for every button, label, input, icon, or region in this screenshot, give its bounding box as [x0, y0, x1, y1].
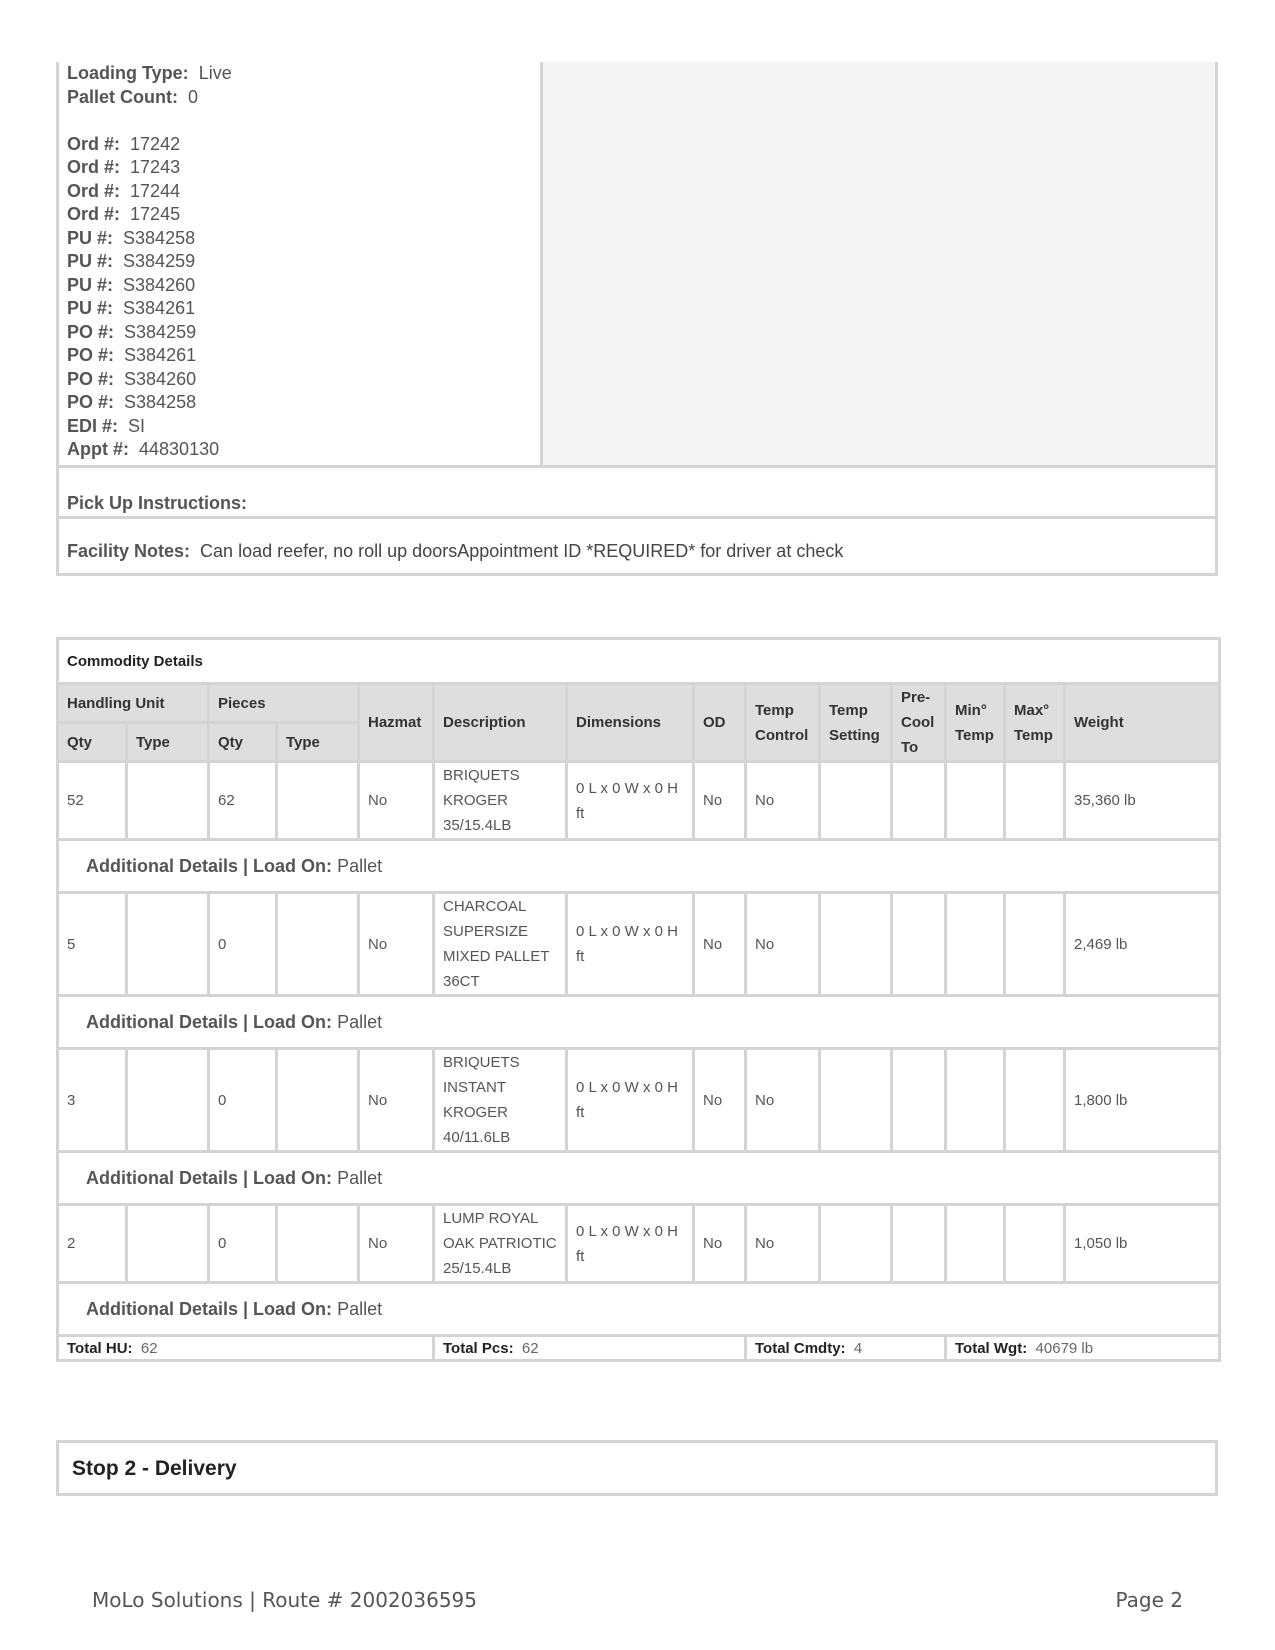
- reference-list: [67, 133, 540, 462]
- total-wgt: Total Wgt: 40679 lb: [946, 1336, 1220, 1361]
- additional-details: [58, 1152, 1220, 1205]
- reference-label: PU #:: [67, 274, 114, 295]
- cell-temp-setting: [820, 893, 892, 996]
- reference-value: S384260: [124, 368, 197, 389]
- reference-value: S384258: [123, 227, 196, 248]
- reference-value: 17243: [130, 157, 181, 177]
- cell-pcs-qty: 0: [209, 1205, 277, 1283]
- commodity-table: [56, 637, 1221, 1362]
- reference-line: [67, 368, 540, 392]
- additional-details: [58, 996, 1220, 1049]
- cell-hazmat: No: [359, 762, 434, 840]
- load-on-value: Pallet: [337, 1167, 383, 1188]
- cell-dimensions: 0 L x 0 W x 0 H ft: [567, 762, 694, 840]
- cell-hu-type: [127, 1205, 209, 1283]
- cell-hu-qty: 3: [58, 1049, 127, 1152]
- commodity-row: [58, 762, 1220, 840]
- cell-min-temp: [946, 762, 1005, 840]
- header-hu-type: Type: [127, 723, 209, 762]
- cell-description: BRIQUETS INSTANT KROGER 40/11.6LB: [434, 1049, 567, 1152]
- cell-precool: [892, 762, 946, 840]
- cell-weight: 1,800 lb: [1065, 1049, 1220, 1152]
- reference-value: SI: [128, 415, 146, 436]
- reference-line: [67, 180, 540, 204]
- cell-description: CHARCOAL SUPERSIZE MIXED PALLET 36CT: [434, 893, 567, 996]
- total-hu: Total HU: 62: [58, 1336, 434, 1361]
- reference-value: S384259: [124, 321, 197, 342]
- additional-details-row: [58, 840, 1220, 893]
- load-on-value: Pallet: [337, 1011, 383, 1032]
- cell-dimensions: 0 L x 0 W x 0 H ft: [567, 1205, 694, 1283]
- pickup-instructions: [59, 465, 1215, 519]
- reference-line: [67, 156, 540, 180]
- reference-line: [67, 438, 540, 462]
- header-pcs-type: Type: [277, 723, 359, 762]
- reference-value: S384260: [123, 274, 196, 295]
- reference-label: Ord #:: [67, 204, 121, 224]
- cell-hu-type: [127, 1049, 209, 1152]
- cell-hazmat: No: [359, 1205, 434, 1283]
- pickup-instructions-label: Pick Up Instructions:: [67, 493, 248, 513]
- cell-temp-setting: [820, 1049, 892, 1152]
- cell-hu-type: [127, 893, 209, 996]
- pallet-count-label: Pallet Count:: [67, 86, 178, 107]
- cell-precool: [892, 893, 946, 996]
- cell-hazmat: No: [359, 893, 434, 996]
- header-temp-setting: Temp Setting: [820, 684, 892, 762]
- loading-type-value: Live: [198, 63, 232, 83]
- header-description: Description: [434, 684, 567, 762]
- facility-notes-value: Can load reefer, no roll up doorsAppointment ID *REQUIRED* for driver at check: [200, 541, 844, 561]
- cell-od: No: [694, 1205, 746, 1283]
- reference-label: PU #:: [67, 227, 114, 248]
- cell-weight: 2,469 lb: [1065, 893, 1220, 996]
- stop-details-box: [56, 62, 1218, 576]
- loading-type-line: [67, 62, 540, 86]
- header-max-temp: Max° Temp: [1005, 684, 1065, 762]
- commodity-row: [58, 1049, 1220, 1152]
- total-cmdty: Total Cmdty: 4: [746, 1336, 946, 1361]
- reference-label: PU #:: [67, 251, 114, 271]
- cell-max-temp: [1005, 1049, 1065, 1152]
- header-hu-qty: Qty: [58, 723, 127, 762]
- reference-line: [67, 297, 540, 321]
- additional-details: [58, 840, 1220, 893]
- cell-weight: 1,050 lb: [1065, 1205, 1220, 1283]
- commodity-row: [58, 1205, 1220, 1283]
- header-hazmat: Hazmat: [359, 684, 434, 762]
- header-temp-control: Temp Control: [746, 684, 820, 762]
- additional-details-row: [58, 996, 1220, 1049]
- reference-line: [67, 391, 540, 415]
- cell-precool: [892, 1049, 946, 1152]
- cell-dimensions: 0 L x 0 W x 0 H ft: [567, 893, 694, 996]
- cell-pcs-qty: 0: [209, 893, 277, 996]
- reference-line: [67, 203, 540, 227]
- loading-type-label: Loading Type:: [67, 63, 189, 83]
- reference-label: EDI #:: [67, 415, 119, 436]
- reference-line: [67, 274, 540, 298]
- header-precool: Pre-Cool To: [892, 684, 946, 762]
- pallet-count-value: 0: [188, 86, 199, 107]
- spacer: [67, 109, 540, 133]
- additional-details-row: [58, 1152, 1220, 1205]
- pallet-count-line: [67, 86, 540, 110]
- reference-line: [67, 250, 540, 274]
- reference-label: Appt #:: [67, 439, 129, 459]
- cell-hu-qty: 5: [58, 893, 127, 996]
- cell-weight: 35,360 lb: [1065, 762, 1220, 840]
- reference-label: PO #:: [67, 368, 115, 389]
- reference-line: [67, 227, 540, 251]
- commodity-body: [58, 762, 1220, 1336]
- reference-label: Ord #:: [67, 133, 121, 154]
- additional-details-row: [58, 1283, 1220, 1336]
- cell-max-temp: [1005, 762, 1065, 840]
- cell-min-temp: [946, 1205, 1005, 1283]
- cell-hu-qty: 2: [58, 1205, 127, 1283]
- reference-value: S384259: [123, 251, 196, 271]
- reference-label: PU #:: [67, 298, 114, 318]
- reference-label: PO #:: [67, 392, 115, 412]
- reference-value: 17245: [130, 204, 181, 224]
- references-column: [59, 62, 543, 465]
- stop-2-header: Stop 2 - Delivery: [56, 1440, 1218, 1496]
- reference-line: [67, 415, 540, 439]
- reference-value: S384261: [124, 345, 197, 365]
- reference-value: S384258: [124, 392, 197, 412]
- cell-temp-control: No: [746, 893, 820, 996]
- load-on-value: Pallet: [337, 855, 383, 876]
- blank-panel: [543, 62, 1215, 465]
- cell-precool: [892, 1205, 946, 1283]
- commodity-row: [58, 893, 1220, 996]
- reference-line: [67, 321, 540, 345]
- cell-pcs-type: [277, 893, 359, 996]
- cell-dimensions: 0 L x 0 W x 0 H ft: [567, 1049, 694, 1152]
- cell-od: No: [694, 762, 746, 840]
- cell-od: No: [694, 893, 746, 996]
- cell-temp-control: No: [746, 762, 820, 840]
- additional-details-label: Additional Details | Load On:: [86, 1298, 333, 1319]
- commodity-title: Commodity Details: [58, 639, 1220, 684]
- footer-page-number: Page 2: [1115, 1588, 1183, 1612]
- header-pieces: Pieces: [209, 684, 359, 723]
- header-dimensions: Dimensions: [567, 684, 694, 762]
- cell-temp-control: No: [746, 1205, 820, 1283]
- cell-description: LUMP ROYAL OAK PATRIOTIC 25/15.4LB: [434, 1205, 567, 1283]
- additional-details-label: Additional Details | Load On:: [86, 1167, 333, 1188]
- additional-details-label: Additional Details | Load On:: [86, 855, 333, 876]
- cell-hu-qty: 52: [58, 762, 127, 840]
- cell-pcs-qty: 62: [209, 762, 277, 840]
- cell-temp-setting: [820, 762, 892, 840]
- footer-route: MoLo Solutions | Route # 2002036595: [92, 1588, 477, 1612]
- header-handling-unit: Handling Unit: [58, 684, 209, 723]
- cell-pcs-type: [277, 762, 359, 840]
- header-pcs-qty: Qty: [209, 723, 277, 762]
- reference-value: 44830130: [139, 439, 220, 459]
- cell-min-temp: [946, 1049, 1005, 1152]
- cell-min-temp: [946, 893, 1005, 996]
- reference-label: PO #:: [67, 321, 115, 342]
- cell-pcs-type: [277, 1205, 359, 1283]
- load-on-value: Pallet: [337, 1298, 383, 1319]
- cell-temp-control: No: [746, 1049, 820, 1152]
- totals-row: [58, 1336, 1220, 1361]
- reference-line: [67, 133, 540, 157]
- facility-notes-label: Facility Notes:: [67, 541, 191, 561]
- reference-label: PO #:: [67, 345, 115, 365]
- additional-details-label: Additional Details | Load On:: [86, 1011, 333, 1032]
- total-pcs: Total Pcs: 62: [434, 1336, 746, 1361]
- reference-line: [67, 344, 540, 368]
- cell-max-temp: [1005, 1205, 1065, 1283]
- cell-temp-setting: [820, 1205, 892, 1283]
- cell-pcs-type: [277, 1049, 359, 1152]
- reference-value: 17244: [130, 180, 181, 201]
- facility-notes: [59, 519, 1215, 573]
- cell-hu-type: [127, 762, 209, 840]
- cell-hazmat: No: [359, 1049, 434, 1152]
- header-od: OD: [694, 684, 746, 762]
- cell-od: No: [694, 1049, 746, 1152]
- additional-details: [58, 1283, 1220, 1336]
- cell-description: BRIQUETS KROGER 35/15.4LB: [434, 762, 567, 840]
- reference-value: 17242: [130, 133, 181, 154]
- header-min-temp: Min° Temp: [946, 684, 1005, 762]
- header-weight: Weight: [1065, 684, 1220, 762]
- reference-label: Ord #:: [67, 157, 121, 177]
- cell-pcs-qty: 0: [209, 1049, 277, 1152]
- reference-label: Ord #:: [67, 180, 121, 201]
- cell-max-temp: [1005, 893, 1065, 996]
- reference-value: S384261: [123, 298, 196, 318]
